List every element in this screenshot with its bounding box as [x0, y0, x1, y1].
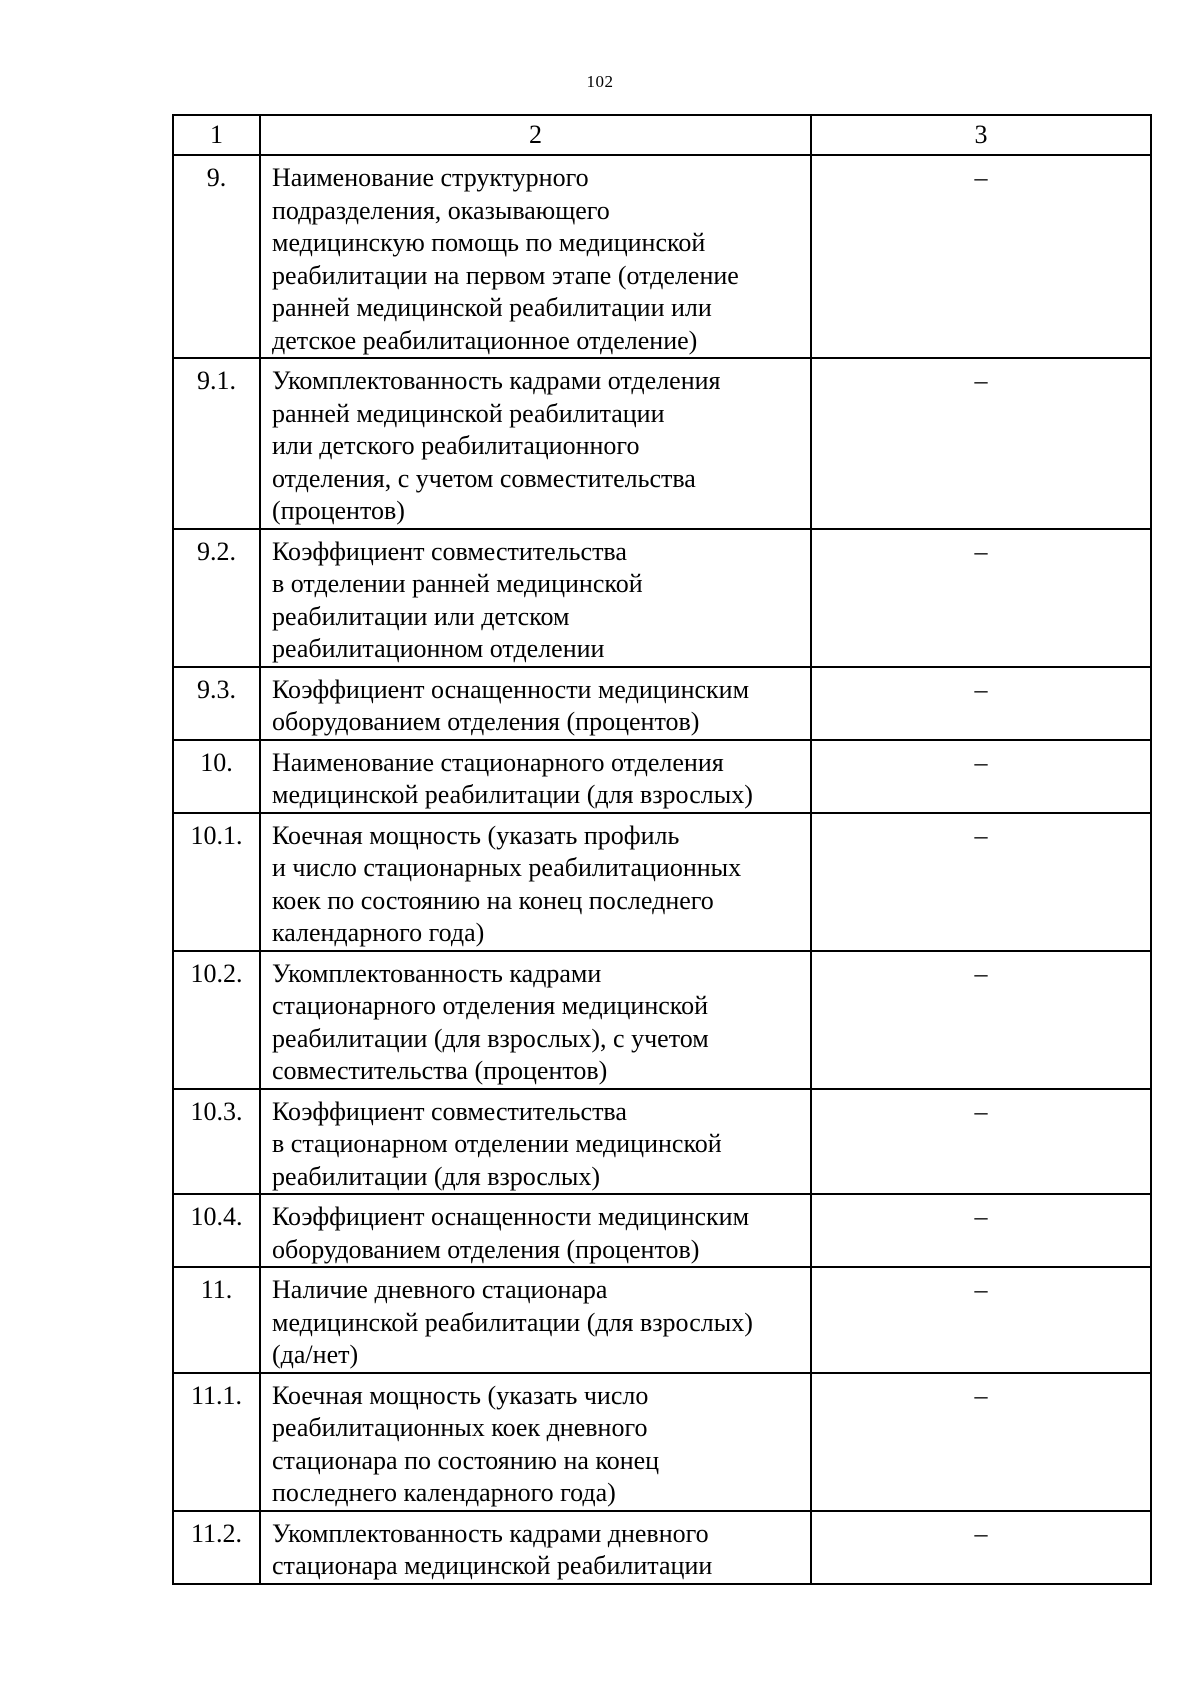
- table-row: [173, 1511, 1151, 1584]
- indicator-name-line: в стационарном отделении медицинской: [272, 1129, 722, 1158]
- row-value: [811, 813, 1151, 951]
- row-value: [811, 1373, 1151, 1511]
- row-number: 9.: [173, 155, 260, 358]
- row-value: [811, 951, 1151, 1089]
- indicator-name-line: реабилитационных коек дневного: [272, 1413, 648, 1442]
- indicator-name-line: совместительства (процентов): [272, 1056, 608, 1085]
- indicator-name-line: Укомплектованность кадрами дневного: [272, 1518, 709, 1548]
- indicator-name-line: реабилитации или детском: [272, 601, 570, 631]
- row-indicator-name: [260, 813, 811, 951]
- indicator-name-line: Коэффициент оснащенности медицинским: [272, 674, 750, 704]
- row-number: 9.3.: [173, 667, 260, 740]
- value-dash: –: [974, 1275, 988, 1304]
- indicator-name-line: оборудованием отделения (процентов): [272, 1234, 700, 1264]
- row-value: [811, 529, 1151, 667]
- indicator-name-line: реабилитации на первом этапе (отделение: [272, 260, 739, 290]
- indicator-name-line: Укомплектованность кадрами: [272, 958, 602, 988]
- row-value: [811, 1267, 1151, 1373]
- row-indicator-name: [260, 1194, 811, 1267]
- table-row: [173, 1089, 1151, 1195]
- row-number: 10.4.: [173, 1194, 260, 1267]
- table-body: [173, 115, 1151, 1584]
- indicator-name-line: Коечная мощность (указать профиль: [272, 820, 680, 850]
- indicator-name-line: Коэффициент оснащенности медицинским: [272, 1202, 750, 1231]
- indicator-name-line: стационарного отделения медицинской: [272, 991, 709, 1020]
- header-cell-1: 1: [173, 115, 260, 155]
- indicator-name-line: реабилитации (для взрослых): [272, 1161, 601, 1191]
- row-indicator-name: [260, 667, 811, 740]
- page-number: 102: [586, 72, 614, 91]
- indicator-name-line: (процентов): [272, 496, 405, 525]
- row-indicator-name: [260, 358, 811, 529]
- indicator-name-line: Наличие дневного стационара: [272, 1275, 608, 1304]
- row-value: [811, 1089, 1151, 1195]
- row-number: 10.3.: [173, 1089, 260, 1195]
- indicator-name-line: Коечная мощность (указать число: [272, 1380, 649, 1410]
- table-row: [173, 813, 1151, 951]
- row-indicator-name: [260, 951, 811, 1089]
- table-row: [173, 529, 1151, 667]
- indicator-name-line: медицинской реабилитации (для взрослых): [272, 780, 753, 809]
- indicators-table: [172, 114, 1152, 1585]
- row-number: 9.1.: [173, 358, 260, 529]
- table-row: [173, 1267, 1151, 1373]
- indicator-name-line: Укомплектованность кадрами отделения: [272, 366, 721, 395]
- row-number: 10.: [173, 740, 260, 813]
- value-dash: –: [974, 163, 988, 192]
- row-number: 10.2.: [173, 951, 260, 1089]
- value-dash: –: [974, 1380, 988, 1410]
- value-dash: –: [974, 958, 988, 988]
- indicator-name-line: в отделении ранней медицинской: [272, 569, 643, 598]
- row-number: 10.1.: [173, 813, 260, 951]
- table-row: [173, 358, 1151, 529]
- header-cell-2: 2: [260, 115, 811, 155]
- indicator-name-line: медицинскую помощь по медицинской: [272, 228, 706, 257]
- indicator-name-line: Коэффициент совместительства: [272, 1096, 627, 1126]
- indicator-name-line: стационара по состоянию на конец: [272, 1445, 660, 1475]
- row-number: 11.: [173, 1267, 260, 1373]
- table-row: [173, 1373, 1151, 1511]
- row-indicator-name: [260, 740, 811, 813]
- indicator-name-line: Наименование стационарного отделения: [272, 747, 724, 777]
- row-value: [811, 1511, 1151, 1584]
- indicator-name-line: ранней медицинской реабилитации или: [272, 293, 712, 322]
- row-value: [811, 667, 1151, 740]
- table-row: [173, 951, 1151, 1089]
- row-indicator-name: [260, 1267, 811, 1373]
- table-header-row: [173, 115, 1151, 155]
- indicator-name-line: или детского реабилитационного: [272, 431, 640, 460]
- row-indicator-name: [260, 529, 811, 667]
- row-indicator-name: [260, 1511, 811, 1584]
- indicator-name-line: и число стационарных реабилитационных: [272, 853, 742, 882]
- indicator-name-line: Наименование структурного: [272, 163, 589, 192]
- indicator-name-line: реабилитационном отделении: [272, 634, 605, 663]
- indicator-name-line: отделения, с учетом совместительства: [272, 463, 696, 493]
- indicator-name-line: календарного года): [272, 918, 485, 947]
- value-dash: –: [974, 366, 988, 395]
- table-row: [173, 667, 1151, 740]
- row-value: [811, 740, 1151, 813]
- row-number: 11.1.: [173, 1373, 260, 1511]
- row-indicator-name: [260, 1373, 811, 1511]
- indicator-name-line: реабилитации (для взрослых), с учетом: [272, 1023, 709, 1053]
- row-value: [811, 155, 1151, 358]
- indicator-name-line: последнего календарного года): [272, 1478, 616, 1507]
- row-value: [811, 358, 1151, 529]
- value-dash: –: [974, 1096, 988, 1126]
- indicator-name-line: Коэффициент совместительства: [272, 536, 627, 566]
- table-row: [173, 155, 1151, 358]
- row-indicator-name: [260, 1089, 811, 1195]
- value-dash: –: [974, 747, 988, 777]
- indicator-name-line: (да/нет): [272, 1340, 359, 1369]
- indicator-name-line: коек по состоянию на конец последнего: [272, 885, 714, 915]
- indicator-name-line: ранней медицинской реабилитации: [272, 398, 665, 428]
- indicator-name-line: подразделения, оказывающего: [272, 195, 610, 225]
- indicator-name-line: медицинской реабилитации (для взрослых): [272, 1307, 753, 1337]
- value-dash: –: [974, 1202, 988, 1231]
- value-dash: –: [974, 674, 988, 704]
- indicator-name-line: стационара медицинской реабилитации: [272, 1551, 713, 1580]
- header-cell-3: 3: [811, 115, 1151, 155]
- value-dash: –: [974, 536, 988, 566]
- row-indicator-name: [260, 155, 811, 358]
- indicator-name-line: оборудованием отделения (процентов): [272, 707, 700, 736]
- value-dash: –: [974, 820, 988, 850]
- row-value: [811, 1194, 1151, 1267]
- table-row: [173, 740, 1151, 813]
- row-number: 11.2.: [173, 1511, 260, 1584]
- indicator-name-line: детское реабилитационное отделение): [272, 325, 698, 355]
- row-number: 9.2.: [173, 529, 260, 667]
- table-row: [173, 1194, 1151, 1267]
- value-dash: –: [974, 1518, 988, 1548]
